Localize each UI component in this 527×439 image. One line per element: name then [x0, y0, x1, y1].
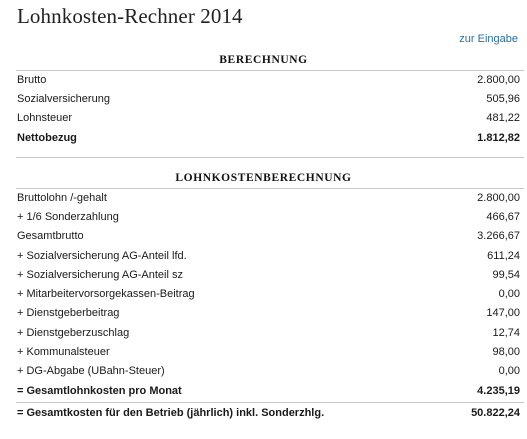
- lohnkosten-table: [17, 188, 520, 400]
- row-label: Lohnsteuer: [17, 112, 73, 125]
- row-value: 98,00: [492, 346, 520, 359]
- row-label: + Sozialversicherung AG-Anteil sz: [17, 268, 183, 281]
- table-row: [17, 188, 520, 207]
- row-value: 0,00: [498, 288, 520, 301]
- row-value: 505,96: [486, 92, 520, 105]
- row-label: + Sozialversicherung AG-Anteil lfd.: [17, 249, 187, 262]
- row-value: 1.812,82: [477, 131, 520, 144]
- row-value: 50.822,24: [471, 406, 520, 419]
- divider: [16, 157, 524, 158]
- row-value: 466,67: [486, 210, 520, 223]
- row-label: = Gesamtkosten für den Betrieb (jährlich) inkl. Sonderzhlg.: [17, 406, 325, 419]
- net-pay-row: [17, 128, 520, 147]
- table-row: [17, 304, 520, 323]
- row-label: Sozialversicherung: [17, 92, 110, 105]
- annual-total-table: [17, 403, 520, 422]
- row-label: + Dienstgeberzuschlag: [17, 326, 130, 339]
- row-value: 2.800,00: [477, 73, 520, 86]
- back-to-input-link[interactable]: zur Eingabe: [459, 33, 518, 45]
- table-row: [17, 89, 520, 108]
- table-row: [17, 323, 520, 342]
- annual-total-row: [17, 403, 520, 422]
- table-row: [17, 342, 520, 361]
- row-value: 147,00: [486, 307, 520, 320]
- row-label: + 1/6 Sonderzahlung: [17, 210, 119, 223]
- table-row: [17, 109, 520, 128]
- section-heading-lohnkosten: LOHNKOSTENBERECHNUNG: [175, 172, 352, 184]
- page-title: Lohnkosten-Rechner 2014: [17, 4, 243, 28]
- row-value: 12,74: [492, 326, 520, 339]
- row-value: 99,54: [492, 268, 520, 281]
- row-value: 4.235,19: [477, 384, 520, 397]
- table-row: [17, 207, 520, 226]
- row-value: 481,22: [486, 112, 520, 125]
- row-label: Gesamtbrutto: [17, 230, 84, 243]
- table-row: [17, 362, 520, 381]
- row-value: 611,24: [487, 249, 520, 262]
- row-label: + Mitarbeitervorsorgekassen-Beitrag: [17, 288, 195, 301]
- row-label: Nettobezug: [17, 131, 77, 144]
- row-value: 0,00: [498, 365, 520, 378]
- monthly-total-row: [17, 381, 520, 400]
- row-label: Brutto: [17, 73, 47, 86]
- table-row: [17, 246, 520, 265]
- row-label: + DG-Abgabe (UBahn-Steuer): [17, 365, 165, 378]
- row-label: Bruttolohn /-gehalt: [17, 191, 107, 204]
- row-label: + Kommunalsteuer: [17, 346, 110, 359]
- section-heading-berechnung: BERECHNUNG: [219, 54, 308, 66]
- table-row: [17, 227, 520, 246]
- table-row: [17, 284, 520, 303]
- berechnung-table: [17, 70, 520, 147]
- row-value: 3.266,67: [477, 230, 520, 243]
- row-value: 2.800,00: [477, 191, 520, 204]
- row-label: + Dienstgeberbeitrag: [17, 307, 120, 320]
- row-label: = Gesamtlohnkosten pro Monat: [17, 384, 182, 397]
- table-row: [17, 265, 520, 284]
- table-row: [17, 70, 520, 89]
